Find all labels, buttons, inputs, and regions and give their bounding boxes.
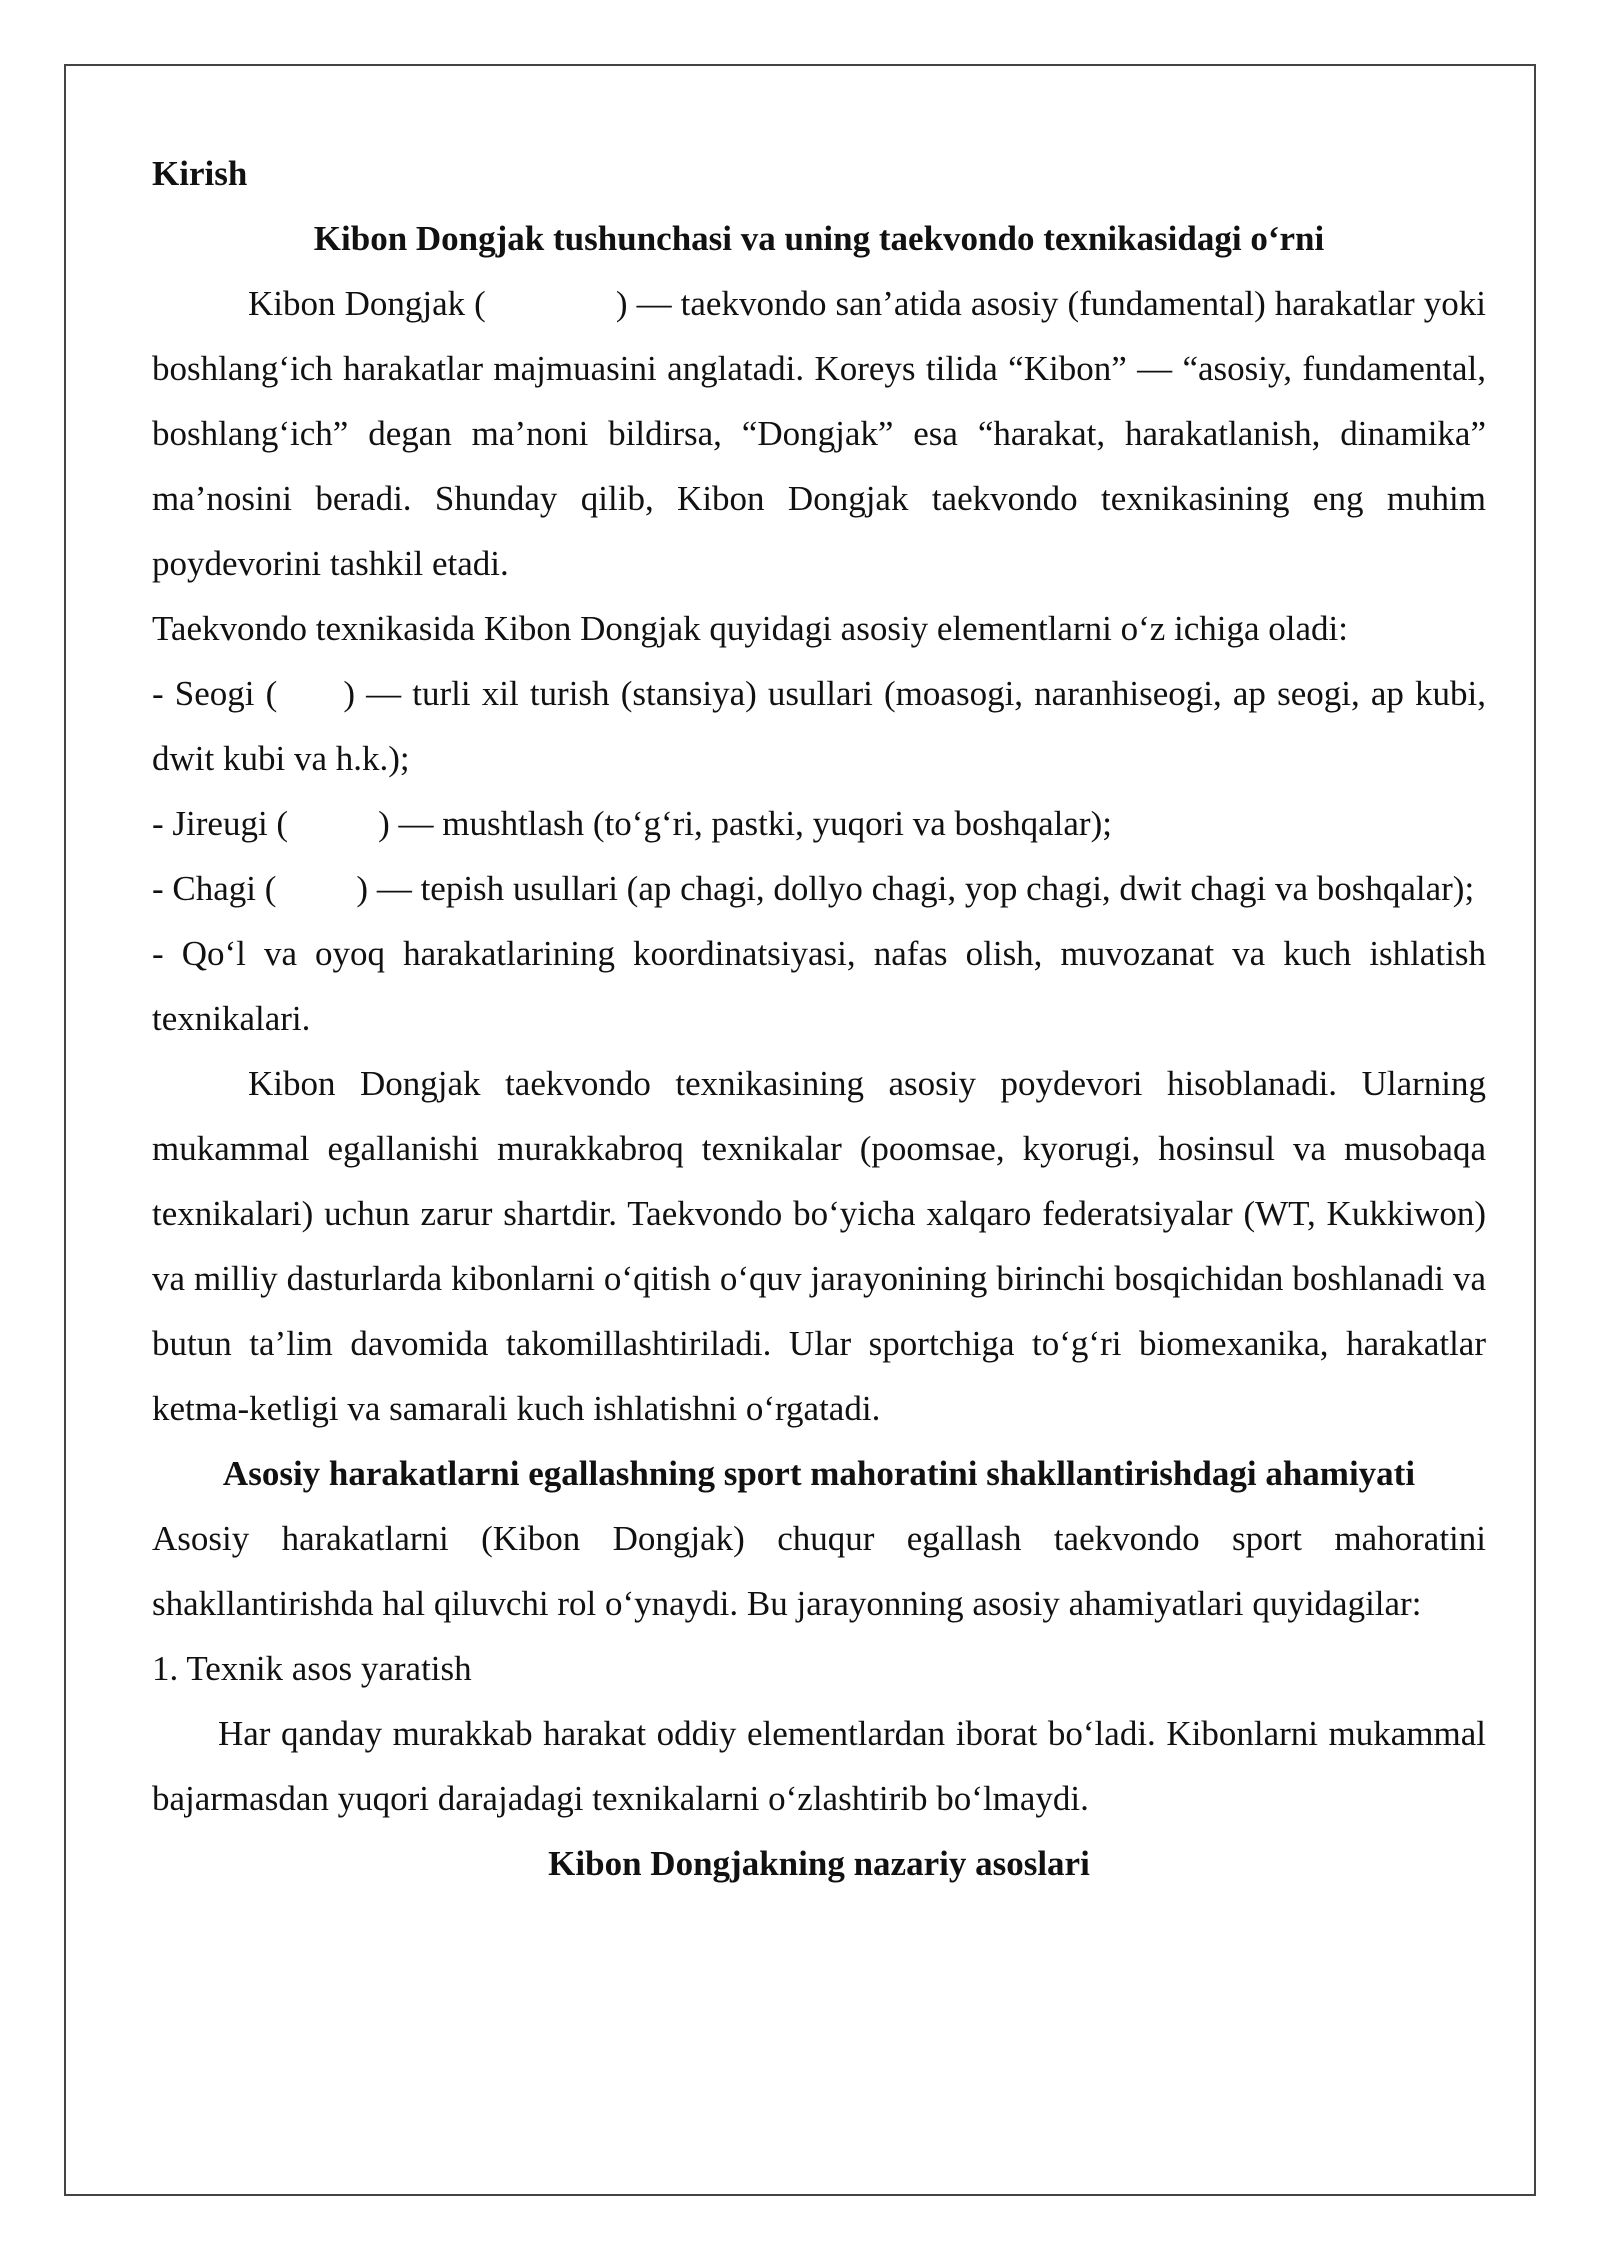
numbered-item-title: 1. Texnik asos yaratish [152,1649,472,1688]
paragraph-foundation: Kibon Dongjak taekvondo texnikasining asosiy poydevori hisoblanadi. Ularning mukammal egallanishi murakkabroq texnikalar (poomsae, kyorugi, hosinsul va musobaqa texnikalari) uchun zarur shartdir. Taekvondo bo‘yicha xalqaro federatsiyalar (WT, Kukkiwon) va milliy dasturlarda kibonlarni o‘qitish o‘quv jarayonining birinchi bosqichidan boshlanadi va butun ta’lim davomida takomillashtiriladi. Ular sportchiga to‘g‘ri biomexanika, harakatlar ketma-ketligi va samarali kuch ishlatishni o‘rgatadi. [152,1064,1486,1428]
document-body [152,141,1486,1896]
definition-text-rest: ) — taekvondo san’atida asosiy (fundamental) harakatlar yoki boshlang‘ich harakatlar majmuasini anglatadi. Koreys tilida “Kibon” — “asosiy, fundamental, boshlang‘ich” degan ma’noni bildirsa, “Dongjak” esa “harakat, harakatlanish, dinamika” ma’nosini beradi. Shunday qilib, Kibon Dongjak taekvondo texnikasining eng muhim poydevorini tashkil etadi. [152,284,1486,583]
section-heading-importance: Asosiy harakatlarni egallashning sport mahoratini shakllantirishdagi ahamiyati [222,1454,1416,1493]
paragraph-importance: Asosiy harakatlarni (Kibon Dongjak) chuqur egallash taekvondo sport mahoratini shakllantirishda hal qiluvchi rol o‘ynaydi. Bu jarayonning asosiy ahamiyatlari quyidagilar: [152,1519,1486,1623]
paragraph-technical-basis: Har qanday murakkab harakat oddiy elementlardan iborat bo‘ladi. Kibonlarni mukammal bajarmasdan yuqori darajadagi texnikalarni o‘zlashtirib bo‘lmaydi. [152,1714,1486,1818]
list-item-seogi [152,661,1486,791]
list-item-chagi [152,856,1486,921]
jireugi-label: - Jireugi ( [152,804,289,843]
section-heading-theory: Kibon Dongjakning nazariy asoslari [548,1844,1090,1883]
seogi-label: - Seogi ( [152,674,278,713]
section-heading-concept: Kibon Dongjak tushunchasi va uning taekvondo texnikasidagi o‘rni [313,219,1325,258]
chagi-label: - Chagi ( [152,869,277,908]
list-item-jireugi [152,791,1486,856]
seogi-text: ) — turli xil turish (stansiya) usullari (moasogi, naranhiseogi, ap seogi, ap kubi, dwit kubi va h.k.); [152,674,1486,778]
paragraph-elements-intro: Taekvondo texnikasida Kibon Dongjak quyidagi asosiy elementlarni o‘z ichiga oladi: [152,609,1348,648]
paragraph-definition [152,271,1486,596]
list-item-coordination: - Qo‘l va oyoq harakatlarining koordinatsiyasi, nafas olish, muvozanat va kuch ishlatish texnikalari. [152,934,1486,1038]
section-heading-intro: Kirish [152,154,248,193]
jireugi-text: ) — mushtlash (to‘g‘ri, pastki, yuqori va boshqalar); [378,804,1112,843]
definition-text-start: Kibon Dongjak ( [248,284,486,323]
chagi-text: ) — tepish usullari (ap chagi, dollyo chagi, yop chagi, dwit chagi va boshqalar); [356,869,1475,908]
